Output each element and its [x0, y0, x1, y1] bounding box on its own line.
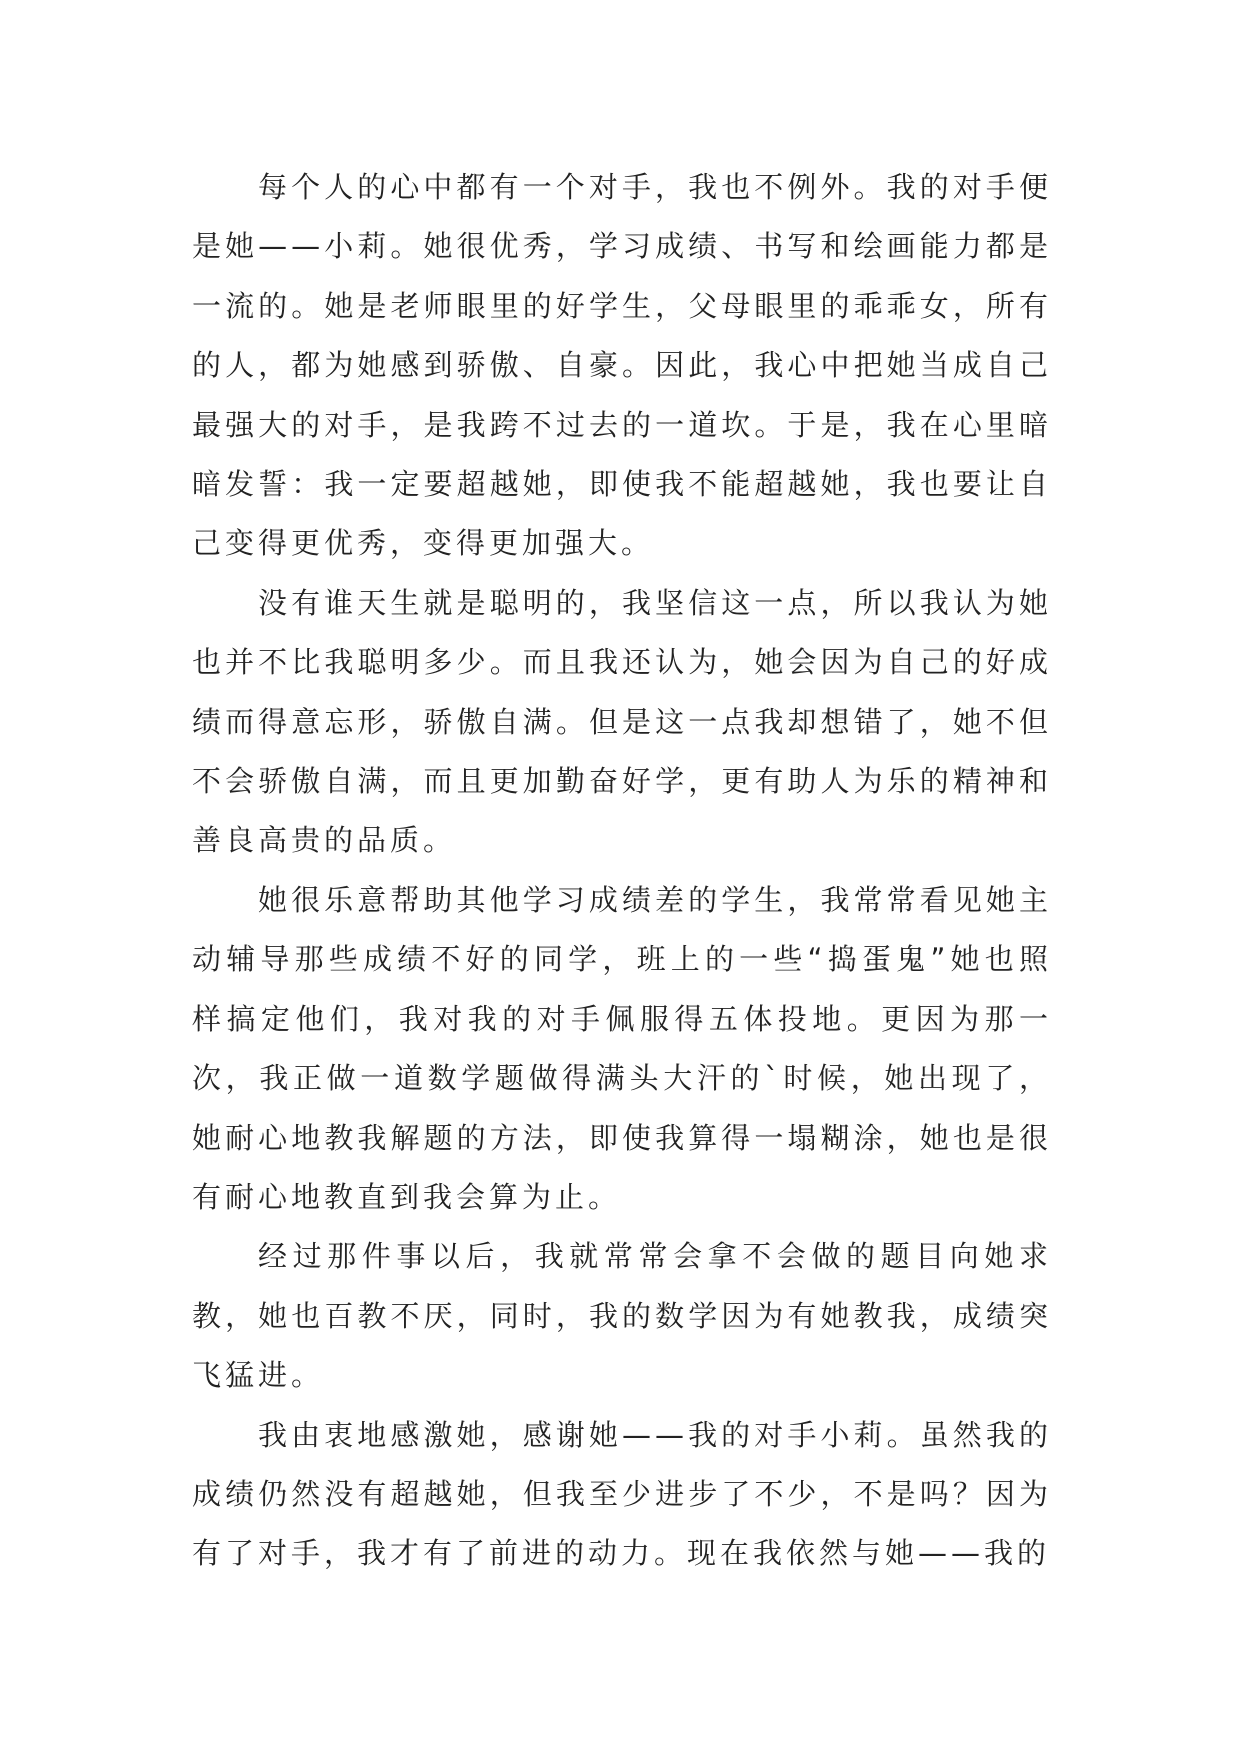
document-body	[192, 158, 1052, 1584]
paragraph: 我由衷地感激她，感谢她——我的对手小莉。虽然我的成绩仍然没有超越她，但我至少进步了不少，不是吗？因为有了对手，我才有了前进的动力。现在我依然与她——我的	[192, 1417, 1052, 1571]
paragraph: 她很乐意帮助其他学习成绩差的学生，我常常看见她主动辅导那些成绩不好的同学，班上的一些“捣蛋鬼”她也照样搞定他们，我对我的对手佩服得五体投地。更因为那一次，我正做一道数学题做得满头大汗的`时候，她出现了，她耐心地教我解题的方法，即使我算得一塌糊涂，她也是很有耐心地教直到我会算为止。	[192, 882, 1052, 1214]
paragraph: 每个人的心中都有一个对手，我也不例外。我的对手便是她——小莉。她很优秀，学习成绩、书写和绘画能力都是一流的。她是老师眼里的好学生，父母眼里的乖乖女，所有的人，都为她感到骄傲、自豪。因此，我心中把她当成自己最强大的对手，是我跨不过去的一道坎。于是，我在心里暗暗发誓：我一定要超越她，即使我不能超越她，我也要让自己变得更优秀，变得更加强大。	[192, 170, 1052, 561]
paragraph: 没有谁天生就是聪明的，我坚信这一点，所以我认为她也并不比我聪明多少。而且我还认为，她会因为自己的好成绩而得意忘形，骄傲自满。但是这一点我却想错了，她不但不会骄傲自满，而且更加勤奋好学，更有助人为乐的精神和善良高贵的品质。	[192, 585, 1052, 858]
paragraph: 经过那件事以后，我就常常会拿不会做的题目向她求教，她也百教不厌，同时，我的数学因为有她教我，成绩突飞猛进。	[192, 1239, 1052, 1393]
